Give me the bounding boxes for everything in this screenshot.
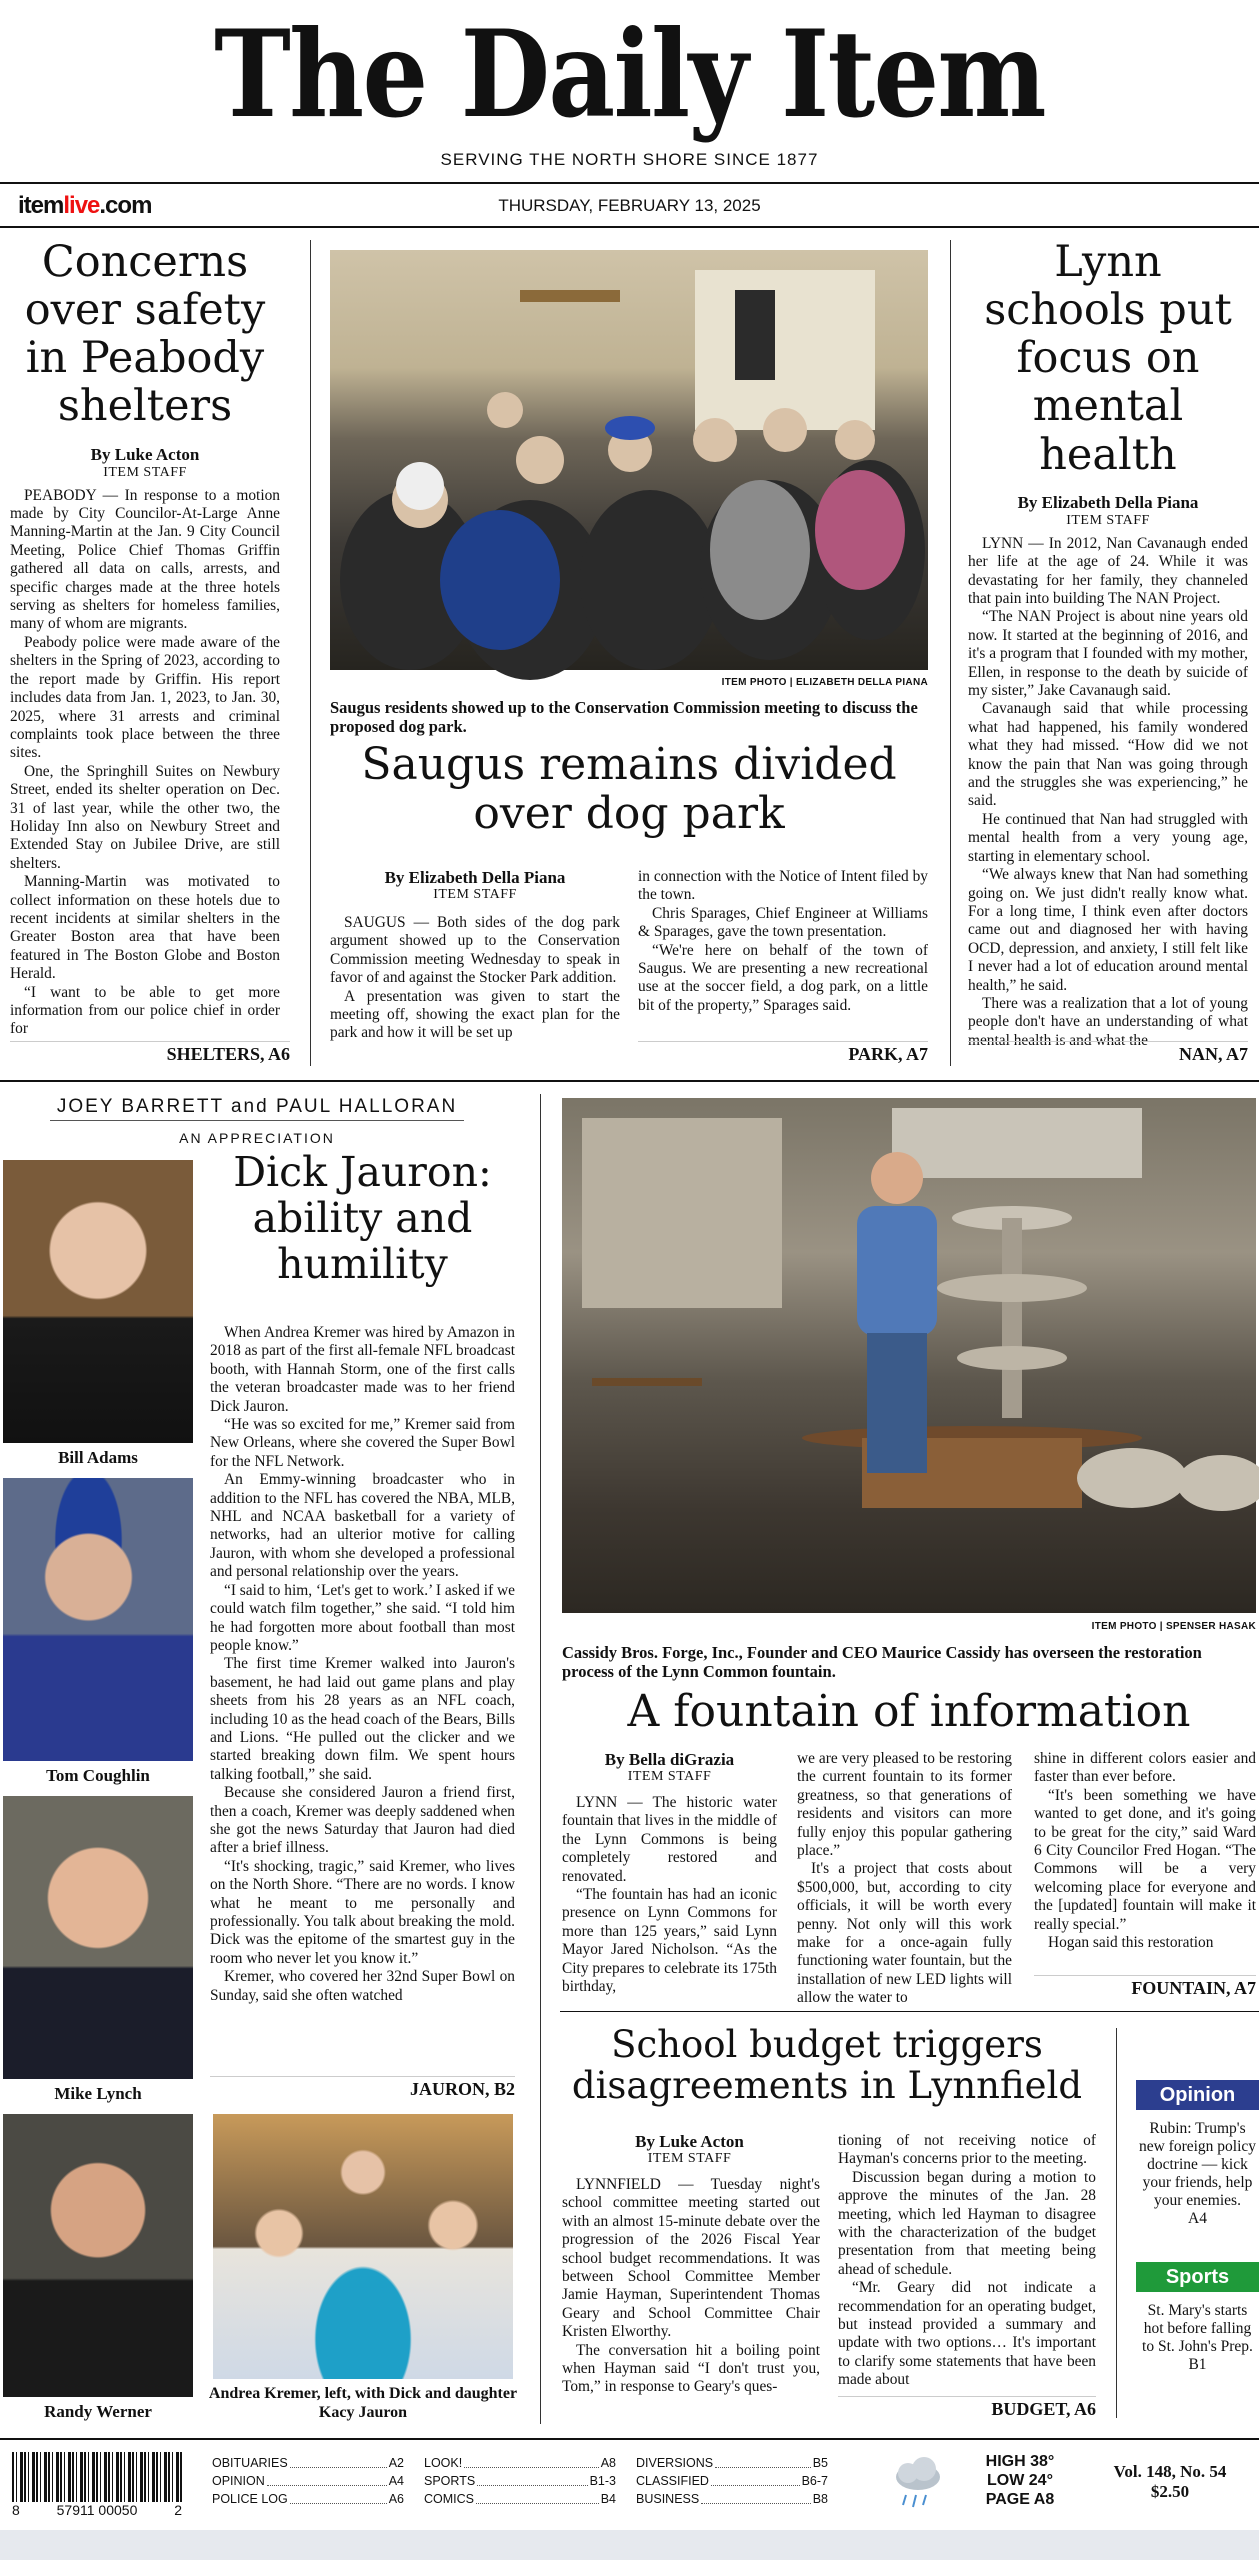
barcode-digits: 57911 00050 [56, 2502, 138, 2518]
paragraph: PEABODY — In response to a motion made by City Councilor-At-Large Anne Manning-Martin at the Jan. 9 City Council Meeting, Police Chief Thomas Griffin gathered all data on calls, arrests, and specific charges made at the three hotels serving as shelters for homeless families, many of whom are migrants. [10, 486, 280, 633]
fountain-body-col2 [797, 1750, 1012, 2007]
paragraph: “Mr. Geary did not indicate a recommendation for an operating budget, but instead provided a summary and update with two options… It's important to clarify some statements that have been made about [838, 2279, 1096, 2389]
index-page: B6-7 [801, 2474, 828, 2488]
paragraph: “I want to be able to get more information from our police chief in order for [10, 983, 280, 1038]
saugus-jump-link[interactable]: PARK, A7 [638, 1041, 928, 1065]
saugus-body-col1 [330, 914, 620, 1040]
saugus-body-col2 [638, 868, 928, 1040]
saugus-byline: By Elizabeth Della Piana [384, 868, 566, 887]
peabody-staff: ITEM STAFF [103, 464, 187, 480]
index-column [636, 2454, 828, 2508]
x-icon[interactable]: X [1120, 198, 1131, 215]
budget-body-col1 [562, 2176, 820, 2396]
column-divider [950, 240, 951, 1066]
volume-number: Vol. 148, No. 54 [1113, 2462, 1227, 2481]
peabody-headline[interactable]: Concerns over safety in Peabody shelters [24, 237, 266, 432]
index-item[interactable] [212, 2454, 404, 2472]
index-page: B8 [812, 2492, 828, 2506]
index-column [424, 2454, 616, 2508]
index-item[interactable] [636, 2472, 828, 2490]
saugus-staff: ITEM STAFF [433, 887, 517, 902]
lynn-schools-byline: By Elizabeth Della Piana [1017, 492, 1199, 512]
masthead-slogan: SERVING THE NORTH SHORE SINCE 1877 [440, 150, 819, 169]
jauron-kicker: AN APPRECIATION [179, 1130, 335, 1146]
paragraph: LYNNFIELD — Tuesday night's school committee meeting started out with an almost 15-minute debate over the progression of the 2026 Fiscal Year school budget recommendations. It was between School Committee Member Jamie Hayman, Superintendent Thomas Geary and School Committee Chair Kristen Elworthy. [562, 2176, 820, 2341]
saugus-meeting-photo [330, 250, 928, 670]
paragraph: When Andrea Kremer was hired by Amazon in 2018 as part of the first all-female NFL broadcast booth, with Hannah Storm, one of the first calls the veteran broadcaster made was to her friend Dick Jauron. [210, 1324, 515, 1415]
paragraph: “It's been something we have wanted to get done, and it's going to be great for the city,” said Ward 6 City Councilor Fred Hogan. “The Commons will be a very welcoming place for everyone and the [updated] fountain will make it really special.” [1034, 1786, 1256, 1933]
index-section: DIVERSIONS [636, 2456, 714, 2470]
high-temperature: HIGH 38° [985, 2453, 1055, 2470]
index-page: A4 [388, 2474, 404, 2488]
forge-workshop-illustration [562, 1098, 1256, 1613]
footer-divider [0, 2438, 1259, 2440]
newspaper-nameplate: The Daily Item [214, 4, 1045, 145]
paragraph: A presentation was given to start the meeting off, showing the exact plan for the park and how it will be set up [330, 987, 620, 1042]
barcode-digit: 2 [174, 2502, 182, 2518]
paragraph: Discussion began during a motion to approve the minutes of the Jan. 28 meeting, which led Hayman to disagree with the characterization of the budget presentation from that meeting being ahead of schedule. [838, 2168, 1096, 2278]
column-divider [1116, 2028, 1117, 2418]
paragraph: An Emmy-winning broadcaster who in addition to the NFL has covered the NBA, MLB, NHL and NCAA basketball for a variety of networks, had an ulterior motive for calling Jauron, with whom she developed a professional and personal relationship over the years. [210, 1471, 515, 1581]
index-item[interactable] [636, 2454, 828, 2472]
paragraph: Because she considered Jauron a friend first, then a coach, Kremer was deeply saddened when she got the news Saturday that Jauron had died after a brief illness. [210, 1784, 515, 1857]
saugus-photo-credit: ITEM PHOTO | ELIZABETH DELLA PIANA [721, 677, 928, 688]
fountain-photo-credit: ITEM PHOTO | SPENSER HASAK [1091, 1621, 1256, 1632]
saugus-headline[interactable]: Saugus remains divided over dog park [361, 739, 897, 840]
peabody-byline: By Luke Acton [90, 444, 200, 464]
photo-name-label: Randy Werner [44, 2402, 152, 2421]
budget-jump-link[interactable]: BUDGET, A6 [838, 2396, 1096, 2420]
tom-coughlin-photo [3, 1478, 193, 1761]
sports-teaser[interactable] [1136, 2302, 1259, 2374]
peabody-body [10, 486, 280, 1038]
paragraph: LYNN — In 2012, Nan Cavanaugh ended her life at the age of 24. While it was devastating for her family, they channeled that pain into building The NAN Project. [968, 534, 1248, 607]
column-divider [540, 1094, 541, 2424]
fountain-jump-link[interactable]: FOUNTAIN, A7 [1034, 1975, 1256, 1999]
paragraph: “I said to him, ‘Let's get to work.’ I asked if we could watch film together,” she said. “I told him he had forgotten more about football than most people know.” [210, 1581, 515, 1654]
section-divider [560, 2011, 1259, 2012]
fountain-caption: Cassidy Bros. Forge, Inc., Founder and CEO Maurice Cassidy has overseen the restoration process of the Lynn Common fountain. [562, 1643, 1202, 1681]
kremer-jauron-family-photo [213, 2114, 513, 2379]
sports-page-ref: B1 [1188, 2356, 1207, 2373]
jauron-jump-link[interactable]: JAURON, B2 [210, 2076, 515, 2100]
budget-staff: ITEM STAFF [647, 2151, 732, 2166]
opinion-page-ref: A4 [1188, 2210, 1207, 2227]
date-bar [0, 182, 1259, 228]
column-divider [310, 240, 311, 1066]
index-page: B5 [812, 2456, 828, 2470]
index-section: OPINION [212, 2474, 265, 2488]
paragraph: Cavanaugh said that while processing what had happened, his family wondered what they had missed. “How did we not know the pain that Nan was going through and the struggles she was experiencing,” he said. [968, 700, 1248, 810]
rain-cloud-icon [888, 2455, 948, 2515]
paragraph: “We're here on behalf of the town of Saugus. We are presenting a new recreational use at the soccer field, a dog park, on a little bit of the property,” Sparages said. [638, 941, 928, 1014]
weather-forecast [975, 2452, 1065, 2509]
family-photo-caption: Andrea Kremer, left, with Dick and daughter Kacy Jauron [208, 2385, 518, 2421]
fountain-staff: ITEM STAFF [627, 1769, 712, 1784]
weather-page-ref: PAGE A8 [985, 2491, 1055, 2508]
mike-lynch-photo [3, 1796, 193, 2079]
opinion-teaser-text: Rubin: Trump's new foreign policy doctrine — kick your friends, help your enemies. [1138, 2120, 1257, 2209]
paragraph: we are very pleased to be restoring the current fountain to its former greatness, so that generations of residents and visitors can more fully enjoy this popular gathering place.” [797, 1750, 1012, 1860]
paragraph: One, the Springhill Suites on Newbury Street, ended its shelter operation on Dec. 31 of last year, while the other two, the Holiday Inn also on Newbury Street and Extended Stay on Jubilee Drive, are still shelters. [10, 762, 280, 872]
index-item[interactable] [424, 2490, 616, 2508]
sports-teaser-text: St. Mary's starts hot before falling to St. John's Prep. [1142, 2302, 1253, 2355]
lynn-schools-story [968, 238, 1248, 1067]
index-page: B1-3 [589, 2474, 616, 2488]
saugus-caption: Saugus residents showed up to the Conservation Commission meeting to discuss the proposed dog park. [330, 698, 918, 736]
paragraph: Kremer, who covered her 32nd Super Bowl on Sunday, said she often watched [210, 1968, 515, 2004]
photo-name-label: Mike Lynch [54, 2084, 142, 2103]
index-page: A2 [388, 2456, 404, 2470]
paragraph: It's a project that costs about $500,000, but, according to city officials, it will be worth every penny. Not only will this work make for a once-again fully functioning water fountain, but the installation of new LED lights will allow the water to [797, 1860, 1012, 2007]
jauron-authors: JOEY BARRETT and PAUL HALLORAN [50, 1096, 464, 1121]
paragraph: He continued that Nan had struggled with mental health from a very young age, starting in elementary school. [968, 810, 1248, 865]
index-item[interactable] [424, 2454, 616, 2472]
index-section: SPORTS [424, 2474, 476, 2488]
bill-adams-photo [3, 1160, 193, 1443]
index-column [212, 2454, 404, 2508]
index-section: CLASSIFIED [636, 2474, 709, 2488]
index-section: LOOK! [424, 2456, 463, 2470]
index-item[interactable] [636, 2490, 828, 2508]
index-section: BUSINESS [636, 2492, 700, 2506]
lynn-schools-headline[interactable]: Lynn schools put focus on mental health [984, 237, 1232, 480]
jauron-body [210, 1324, 515, 2072]
logo-part: live [63, 192, 100, 219]
instagram-icon[interactable]: ◎ [1217, 198, 1231, 215]
paragraph: shine in different colors easier and faster than ever before. [1034, 1750, 1256, 1786]
issue-info [1090, 2462, 1250, 2502]
barcode-digit: 8 [12, 2502, 20, 2518]
opinion-label[interactable]: Opinion [1136, 2080, 1259, 2110]
lynn-schools-staff: ITEM STAFF [1066, 512, 1150, 528]
paragraph: “The fountain has had an iconic presence on Lynn Commons for more than 125 years,” said Lynn Mayor Jared Nicholson. “As the City prepares to celebrate its 175th birthday, [562, 1886, 777, 1996]
paragraph: LYNN — The historic water fountain that lives in the middle of the Lynn Commons is being completely restored and renovated. [562, 1794, 777, 1885]
index-page: B4 [600, 2492, 616, 2506]
paragraph: The conversation hit a boiling point when Hayman said “I don't trust you, Tom,” in response to Geary's ques- [562, 2341, 820, 2396]
facebook-icon[interactable]: f [1171, 198, 1177, 215]
paragraph: Chris Sparages, Chief Engineer at Williams & Sparages, gave the town presentation. [638, 904, 928, 941]
youtube-icon[interactable]: ▶ [1066, 198, 1078, 215]
fountain-body-col1 [562, 1794, 777, 1996]
jauron-headline[interactable]: Dick Jauron: ability and humility [233, 1148, 492, 1288]
budget-byline: By Luke Acton [635, 2132, 744, 2151]
index-item[interactable] [212, 2490, 404, 2508]
paragraph: The first time Kremer walked into Jauron's basement, he had laid out game plans and play sheets from his 28 years as an NFL coach, including 10 as the head coach of the Bears, Bills and Lions. “He pulled out the clicker and we started breaking down film. We spent hours talking football,” she said. [210, 1655, 515, 1783]
paragraph: “We always knew that Nan had something going on. We just didn't really know what. For a long time, I think even after doctors came out and diagnosed her with having OCD, depression, and anxiety, I still felt like I never had a lot of education around mental health,” he said. [968, 866, 1248, 994]
barcode-numbers [12, 2502, 182, 2518]
masthead [0, 0, 1259, 170]
peabody-story [10, 237, 280, 1038]
paragraph: Peabody police were made aware of the shelters in the Spring of 2023, according to the report made by Griffin. His report includes data from Jan. 1, 2023, to Jan. 30, 2025, where 31 arrests and criminal complaints took place between the three sites. [10, 633, 280, 762]
photo-name-label: Bill Adams [58, 1448, 138, 1467]
fountain-restoration-photo [562, 1098, 1256, 1613]
section-divider [0, 1080, 1259, 1082]
paragraph: tioning of not receiving notice of Hayman's concerns prior to the meeting. [838, 2132, 1096, 2168]
page-bottom-band [0, 2530, 1259, 2560]
paragraph: There was a realization that a lot of young people don't have an understanding of what mental health is and what the [968, 994, 1248, 1049]
budget-headline[interactable]: School budget triggers disagreements in Lynnfield [571, 2023, 1083, 2108]
barcode [12, 2452, 182, 2507]
fountain-body-col3 [1034, 1750, 1256, 1974]
paragraph: in connection with the Notice of Intent filed by the town. [638, 868, 928, 904]
paragraph: Manning-Martin was motivated to collect information on these hotels due to recent incidents at similar shelters in the Greater Boston area that have been featured in The Boston Globe and Boston Herald. [10, 873, 280, 983]
paragraph: “He was so excited for me,” Kremer said from New Orleans, where she covered the Super Bowl for the NFL Network. [210, 1416, 515, 1470]
paragraph: Hogan said this restoration [1048, 1934, 1214, 1952]
index-section: COMICS [424, 2492, 474, 2506]
index-page: A6 [388, 2492, 404, 2506]
paragraph: SAUGUS — Both sides of the dog park argument showed up to the Conservation Commission meeting Wednesday to speak in favor of and against the Stocker Park addition. [330, 914, 620, 987]
index-item[interactable] [212, 2472, 404, 2490]
logo-part: .com [99, 192, 152, 219]
randy-werner-photo [3, 2114, 193, 2397]
price: $2.50 [1150, 2482, 1190, 2501]
fountain-headline[interactable]: A fountain of information [627, 1686, 1191, 1737]
budget-body-col2 [838, 2132, 1096, 2389]
index-item[interactable] [424, 2472, 616, 2490]
index-section: POLICE LOG [212, 2492, 288, 2506]
sports-label[interactable]: Sports [1136, 2262, 1259, 2292]
paragraph: “The NAN Project is about nine years old now. It started at the beginning of 2016, and it's a program that I founded with my mother, Ellen, in response to the death by suicide of my sister,” Jake Cavanaugh said. [968, 608, 1248, 700]
logo-part: item [18, 192, 64, 219]
lynn-schools-body [968, 535, 1248, 1067]
issue-date: THURSDAY, FEBRUARY 13, 2025 [498, 196, 761, 215]
low-temperature: LOW 24° [987, 2472, 1053, 2489]
index-page: A8 [600, 2456, 616, 2470]
index-section: OBITUARIES [212, 2456, 288, 2470]
paragraph: “It's shocking, tragic,” said Kremer, who lives on the North Shore. “There are no words. I know what he meant to me personally and professionally. You talk about breaking the mold. Dick was the epitome of the smartest guy in the room who never let you know it.” [210, 1857, 515, 1967]
peabody-jump-link[interactable]: SHELTERS, A6 [10, 1041, 290, 1065]
opinion-teaser[interactable] [1136, 2120, 1259, 2228]
fountain-byline: By Bella diGrazia [604, 1750, 735, 1769]
lynn-schools-jump-link[interactable]: NAN, A7 [968, 1041, 1248, 1065]
photo-name-label: Tom Coughlin [46, 1766, 150, 1785]
meeting-audience-illustration [330, 250, 928, 670]
